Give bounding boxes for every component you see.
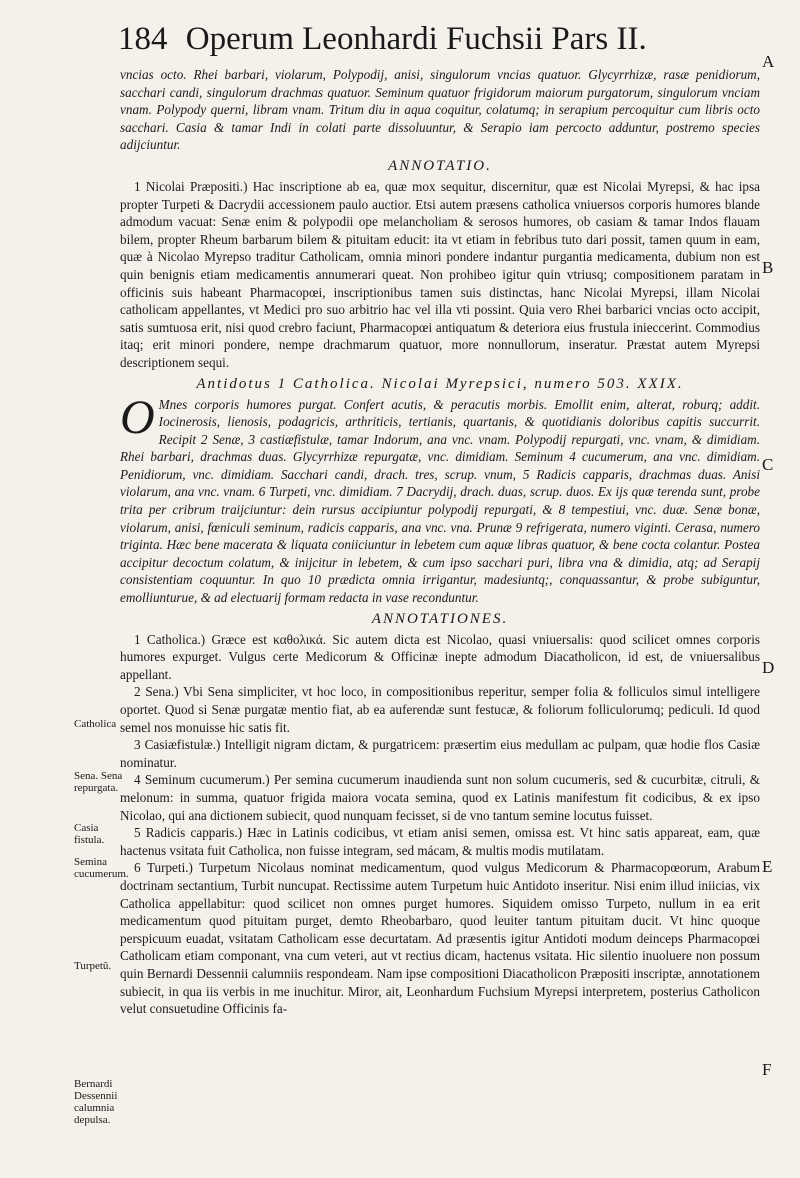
annotation-item: 1 Catholica.) Græce est καθολικά. Sic autem dicta est Nicolao, quasi vniuersalis: quod scilicet omnes corporis humores expurget. Vulgus certe Medicorum & Officinæ inepte admodum Diacatholicon, id est, de vniuersalibus appellant. [120,631,760,682]
page-body [120,66,760,1018]
side-note-semina: Semina cucumerum. [74,856,129,880]
recipe-paragraph [120,390,760,607]
annotation-item: 6 Turpeti.) Turpetum Nicolaus nominat medicamentum, quod vulgus Medicorum & Pharmacopœorum, Arabum doctrinam sectantium, Turbit nuncupat. Rectissime autem Turpetum huic Antidoto inseritur. Nisi enim illud iniicias, vix Catholica appellabitur: quod scilicet non omnes purget humores. Siquidem omisso Turpeto, nullum in ea erit medicamentum quod pituitam purget, demto Rheobarbaro, quod leuiter tantum pituitam ducit. Vt hinc quoque perspicuum euadat, vsitatam Catholicam esse decurtatam. Ad præsentis igitur Antidoti modum deinceps Pharmacopœi Catholicam etiam componant, vna cum veteri, aut vt rectius dicam, hactenus vsitata. Hic silentio inuoluere non possum quin Bernardi Dessennii calumniis respondeam. Nam ipse compositioni Diacatholicon Præpositi inscriptæ, annotationem subiecit, in qua iis verbis in me inuchitur. Miror, ait, Leonhardum Fuchsium Myrepsi interpretem, posterius Catholicon velut consuetudine Officinis fa- [120,860,760,1017]
running-title: Operum Leonhardi Fuchsii Pars II. [185,21,647,57]
margin-letter-f: F [762,1060,772,1079]
recipe-text: Mnes corporis humores purgat. Confert acutis, & peracutis morbis. Emollit enim, alterat, roburq; addit. Iocinerosis, lienosis, podagricis, arthriticis, tertianis, quartanis, & quotidianis doloribus capitis succurrit. Recipit 2 Senæ, 3 castiæfistulæ, tamar Indorum, ana vnc. vnam. Polypodij repurgati, vnc. vnam, & dimidiam. Rhei barbari, drachmas duas. Glycyrrhizæ repurgatæ, vnc. dimidiam. Seminum 4 cucumerum, ana vnc. dimidiam. Penidiorum, vnc. dimidiam. Sacchari candi, drach. tres, scrup. vnum, 5 Radicis capparis, drachmas duas. Anisi violarum, ana vnc. vnam. 6 Turpeti, vnc. dimidiam. 7 Dacrydij, drach. duas, scrup. duos. Ex ijs quæ terenda sunt, probe trita per cribrum traijciuntur: dein rursus accipiuntur polypodij repurgati, & 8 tempestiui, vnc. duæ. Senæ bonæ, violarum, anisi, fœniculi seminum, radicis capparis, ana vnc. vna. Prunæ 9 refrigerata, numero viginti. Cerasa, numero triginta. Hæc bene macerata & liquata coniiciuntur in lebetem cum aquæ libras quatuor, & bene cocta colantur. Postea accipitur decoctum colatum, & inijcitur in lebetem, & cum ipso sacchari puri, libra vna & dimidia, atq; ad Serapij consistentiam coquuntur. In quo 10 prædicta omnia irrigantur, madesiuntq;, conquassantur, & probe subiguntur, emolliunturue, & ad electuarij formam redacta in vase reconduntur. [120,396,760,606]
margin-letter-a: A [762,52,775,71]
antidotus-heading: Antidotus 1 Catholica. Nicolai Myrepsici, numero 503. XXIX. [196,375,684,392]
annotationes-heading: ANNOTATIONES. [371,610,509,627]
annotation-item: 3 Casiæfistulæ.) Intelligit nigram dictam, & purgatricem: præsertim eius medullam ac pulpam, quæ hodie flos Casiæ nominatur. [120,737,760,770]
side-note-bernardi: Bernardi Dessennii calumnia depulsa. [74,1078,118,1126]
margin-letter-c: C [762,455,774,474]
annotation-item: 4 Seminum cucumerum.) Per semina cucumerum inaudienda sunt non solum cucumeris, sed & cucurbitæ, citruli, & melonum: in summa, quatuor frigida maiora vocata semina, quod ex Latinis manifestum fit codicibus, & ex ipso Nicolao, qui ana dictionem subiecit, quod nunquam fecisset, si de vno tantum semine locutus fuisset. [120,772,760,823]
page-number: 184 [118,21,168,57]
side-note-turpetum: Turpetũ. [74,960,112,972]
margin-letter-e: E [762,857,773,876]
margin-letter-d: D [762,658,775,677]
annotation-item: 2 Sena.) Vbi Sena simpliciter, vt hoc loco, in compositionibus reperitur, semper folia & folliculos simul intelligere oportet. Quod si Senæ purgatæ mentio fiat, ab ea auferendæ sunt festucæ, & foliorum folliculorumq; pediculi. Id quod semel nos monuisse hic satis fit. [120,684,760,735]
side-note-casia: Casia fistula. [74,822,105,846]
side-note-catholica: Catholica [74,718,117,730]
annotation-item: 5 Radicis capparis.) Hæc in Latinis codicibus, vt etiam anisi semen, omissa est. Vt hinc satis appareat, eam, quæ hactenus vsitata fuit Catholica, non fuisse integram, sed mácam, & multis modis mutilatam. [120,825,760,858]
margin-letter-b: B [762,258,774,277]
opening-paragraph: vncias octo. Rhei barbari, violarum, Polypodij, anisi, singulorum vncias quatuor. Glycyrrhizæ, rasæ penidiorum, sacchari candi, singulorum drachmas quatuor. Seminum quatuor frigidorum maiorum purgatorum, singulorum vnciam vnam. Polypody querni, libram vnam. Tritum diu in aqua coquitur, colatumq; in serapium percoquitur cum libris octo sacchari. Casia & tamar Indi in colati parte dissoluuntur, & Serapio iam percocto adduntur, postremo species adijciuntur. [120,67,760,153]
annotatio-heading: ANNOTATIO. [388,157,492,174]
annotatio-text: 1 Nicolai Præpositi.) Hac inscriptione ab ea, quæ mox sequitur, discernitur, quæ est Nicolai Myrepsi, & hac ipsa propter Turpeti & Dacrydii accessionem paulo auctior. Etsi autem præsens catholica vniuersos corporis humores blande admodum vacuat: Senæ enim & polypodii ope melancholiam & serosos humores, ob casiam & tamar Indos flauam bilem, propter Rheum barbarum bilem & pituitam educit: ita vt etiam in febribus tuto dari possit, tamen quum in eam, quæ à Nicolao Myrepso traditur Catholicam, omnia minori pondere indantur purgantia medicamenta, dubium non est quin benignis etiam medicamentis annumerari queat. Non prohibeo igitur quin vtriusq; compositionem paratam in officinis suis habeant Pharmacopœi, inscriptionibus tamen suis distinctas, hanc Nicolai Myrepsi, illam Nicolai catholicam appellantes, vt Medici pro suo arbitrio hac vel illa vti possint. Quia vero Rhei barbarici vncias octo accipit, satis sumtuosa erit, nisi quod crebro faciunt, Pharmacopœi antiquatum & deteriora eius frustula inieccerint. Commodius itaq; erit minori pondere, nempe drachmarum quatuor, more nonnullorum, inseratur. Præstat autem Myrepsi descriptionem sequi. [120,178,760,370]
side-note-sena: Sena. Sena repurgata. [74,770,123,794]
drop-cap: O [120,390,155,444]
running-header [118,14,678,64]
